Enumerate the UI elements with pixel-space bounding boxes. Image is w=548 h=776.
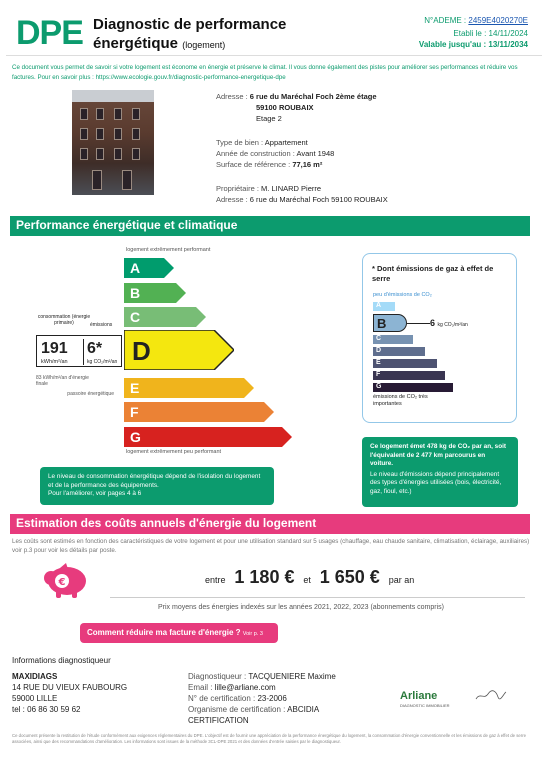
valid-until-date: Valable jusqu'au : 13/11/2034 <box>418 40 528 49</box>
energy-note-link[interactable]: Pour l'améliorer, voir pages 4 à 6 <box>48 490 142 498</box>
email-row: Email : lille@arliane.com <box>188 683 276 692</box>
energy-class-e <box>124 378 254 398</box>
ges-value: 6 kg CO₂/m²/an <box>430 318 468 328</box>
ges-title: * Dont émissions de gaz à effet de serre <box>372 264 494 283</box>
arliane-logo: Arliane <box>400 690 438 702</box>
ges-class-label: F <box>376 371 381 378</box>
construction-year-row: Année de construction : Avant 1948 <box>216 149 335 158</box>
cost-min: 1 180 € <box>234 567 295 587</box>
energy-class-d <box>124 330 234 370</box>
cost-section-header: Estimation des coûts annuels d'énergie du logement <box>10 514 530 534</box>
ges-class-f <box>373 371 445 380</box>
dpe-logo: DPE <box>16 14 83 52</box>
energy-top-label: logement extrêmement performant <box>126 247 211 253</box>
company-address2: 59000 LILLE <box>12 694 58 703</box>
established-date: Etabli le : 14/11/2024 <box>453 29 528 38</box>
organisme-row: Organisme de certification : ABCIDIA <box>188 705 320 714</box>
footer-note: Ce document présente la restitution de l'étude conformément aux exigences réglementaires du DPE. L'objectif est de fournir une appréciation de la performance énergétique du logement, la consommation d'énergie conventionnelle et les émissions de gaz à effet de serre associées, ainsi que des recommandations d'amélioration. Les informations sont issues de la méthode 3CL-DPE 2021 et des données d'entrée saisies par le diagnostiqueur. <box>12 733 527 745</box>
ges-class-g <box>373 383 453 392</box>
ges-class-label: B <box>377 316 387 331</box>
ges-class-label: A <box>376 302 382 309</box>
company-tel: tel : 06 86 30 59 62 <box>12 705 81 714</box>
address-city: 59100 ROUBAIX <box>256 103 314 112</box>
consumption-value: 191 <box>41 340 68 357</box>
price-note: Prix moyens des énergies indexés sur les années 2021, 2022, 2023 (abonnements compris) <box>158 604 444 611</box>
emissions-unit: kg CO₂/m²/an <box>87 359 118 365</box>
energy-class-label: F <box>130 404 139 420</box>
ges-class-label: G <box>376 383 382 390</box>
ges-class-label: D <box>376 347 382 354</box>
document-title-line2: énergétique (logement) <box>93 35 226 52</box>
piggy-bank-icon <box>40 560 92 600</box>
energy-class-b <box>124 283 186 303</box>
ademe-number: N°ADEME : 2459E4020270E <box>424 16 528 25</box>
energy-values-box <box>36 335 122 367</box>
svg-text:€: € <box>58 577 66 588</box>
ges-class-b <box>373 314 407 332</box>
cost-description: Les coûts sont estimés en fonction des caractéristiques de votre logement et pour une utilisation standard sur 5 usages (chauffage, eau chaude sanitaire, climatisation, éclairage, auxiliaires) voir p.3 pour voir les détails par poste. <box>12 538 530 554</box>
final-energy-label: 83 kWh/m²/an d'énergie finale <box>36 375 89 387</box>
email-link[interactable]: lille@arliane.com <box>214 683 276 692</box>
ges-bottom-label: émissions de CO₂ très importantes <box>373 394 428 407</box>
energy-class-label: G <box>130 429 141 445</box>
property-type-row: Type de bien : Appartement <box>216 138 308 147</box>
diagnostic-title: Informations diagnostiqueur <box>12 656 111 665</box>
property-photo <box>72 90 154 195</box>
reduce-bill-button[interactable]: Comment réduire ma facture d'énergie ? Voir p. 3 <box>80 623 278 643</box>
energy-bottom-label: logement extrêmement peu performant <box>126 449 222 455</box>
consumption-label: consommation (énergie primaire) <box>37 314 91 326</box>
ges-note: Ce logement émet 478 kg de CO₂ par an, soit l'équivalent de 2 477 km parcourus en voiture. Le niveau d'émissions dépend principalement des types d'énergies utilisées (bois, électricité, gaz, fioul, etc.) <box>362 437 518 507</box>
signature-icon <box>474 688 508 702</box>
ges-pointer-line <box>407 323 430 324</box>
cost-max: 1 650 € <box>319 567 380 587</box>
header-divider <box>6 55 542 56</box>
owner-address-row: Adresse : 6 rue du Maréchal Foch 59100 ROUBAIX <box>216 195 388 204</box>
performance-section-header: Performance énergétique et climatique <box>10 216 530 236</box>
ges-class-d <box>373 347 425 356</box>
energy-class-label: E <box>130 380 140 396</box>
energy-class-label: A <box>130 260 141 276</box>
certification-row: N° de certification : 23-2006 <box>188 694 287 703</box>
ges-top-label: peu d'émissions de CO₂ <box>373 292 432 298</box>
company-name: MAXIDIAGS <box>12 672 58 681</box>
ges-class-c <box>373 335 413 344</box>
energy-note: Le niveau de consommation énergétique dépend de l'isolation du logement et de la performance des équipements. Pour l'améliorer, voir pages 4 à 6 <box>40 467 274 505</box>
ges-class-label: E <box>376 359 381 366</box>
emissions-value: 6* <box>87 340 103 357</box>
consumption-unit: kWh/m²/an <box>41 359 68 365</box>
owner-row: Propriétaire : M. LINARD Pierre <box>216 184 322 193</box>
surface-row: Surface de référence : 77,16 m² <box>216 160 323 169</box>
energy-class-f <box>124 402 274 422</box>
arliane-subtitle: DIAGNOSTIC IMMOBILIER <box>400 703 450 708</box>
document-title-line1: Diagnostic de performance <box>93 16 287 33</box>
passoire-label: passoire énergétique <box>67 391 114 397</box>
energy-class-label: C <box>130 309 141 325</box>
ges-class-label: C <box>376 335 382 342</box>
title-suffix: (logement) <box>182 40 226 50</box>
diagnostiqueur-row: Diagnostiqueur : TACQUENIERE Maxime <box>188 672 336 681</box>
intro-text: Ce document vous permet de savoir si votre logement est économe en énergie et préserve le climat. Il vous donne également des pistes pour améliorer ses performances et réduire vos factures. Pour en savoir plus : https://www.ecologie.gouv.fr/diagnostic-performance-energetique-dpe <box>12 64 518 81</box>
energy-class-label: B <box>130 285 141 301</box>
cost-range: entre 1 180 € et 1 650 € par an <box>205 567 415 587</box>
energy-class-a <box>124 258 174 278</box>
ademe-link[interactable]: 2459E4020270E <box>468 16 528 25</box>
ges-class-e <box>373 359 437 368</box>
ges-class-a <box>373 302 395 311</box>
address-row: Adresse : 6 rue du Maréchal Foch 2ème étage <box>216 92 377 101</box>
organisme-row2: CERTIFICATION <box>188 716 249 725</box>
address-floor: Etage 2 <box>256 114 282 123</box>
company-address1: 14 RUE DU VIEUX FAUBOURG <box>12 683 128 692</box>
energy-class-g <box>124 427 292 447</box>
energy-class-label: D <box>132 336 151 366</box>
cost-divider <box>110 597 525 598</box>
emissions-label: émissions <box>90 322 113 328</box>
energy-class-c <box>124 307 206 327</box>
ges-panel <box>362 253 517 423</box>
